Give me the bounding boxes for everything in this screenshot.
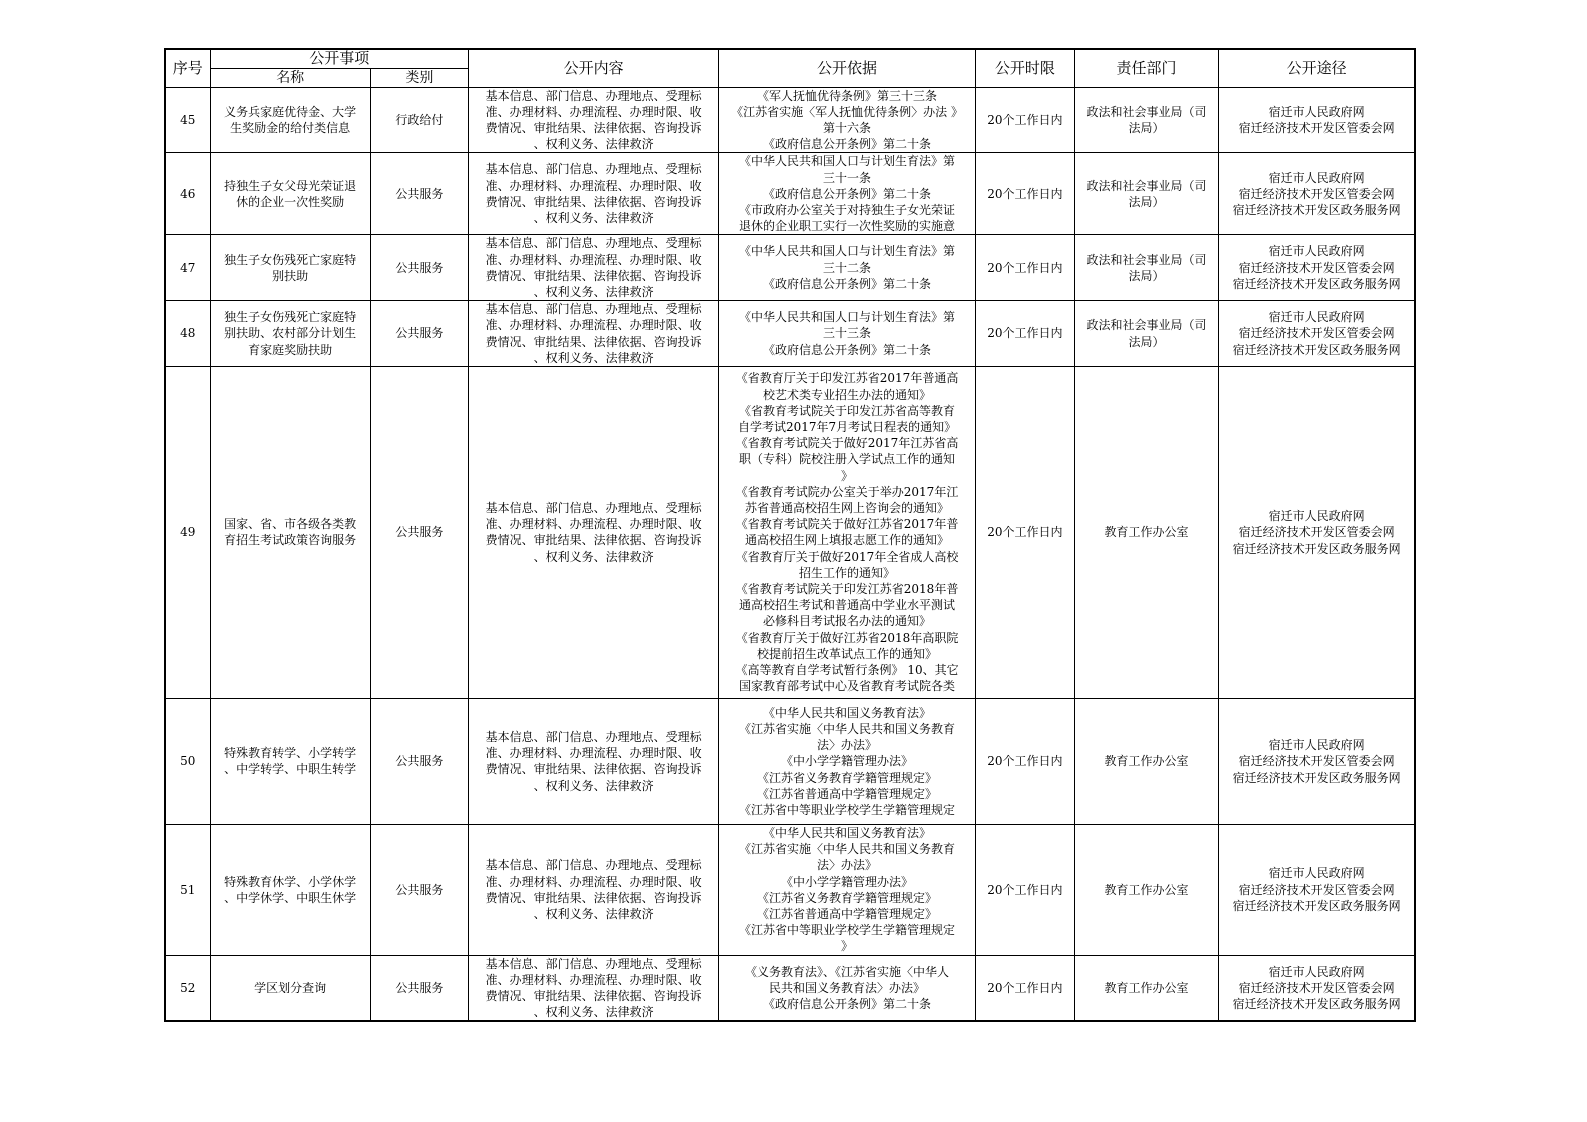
cell-line: 、中学休学、中职生休学 xyxy=(224,890,357,905)
cell-line: 准、办理材料、办理流程、办理时限、收 xyxy=(485,318,702,333)
cell-line: 通高校招生网上填报志愿工作的通知》 xyxy=(745,533,950,548)
time-limit-cell xyxy=(975,87,1074,153)
name-cell xyxy=(210,87,370,153)
cell-line: 基本信息、部门信息、办理地点、受理标 xyxy=(485,88,702,103)
channel-cell xyxy=(1219,698,1415,824)
cell-line: 《江苏省普通高中学籍管理规定》 xyxy=(757,906,938,921)
cell-line: 《政府信息公开条例》第二十条 xyxy=(763,186,932,201)
cell-line: 宿迁经济技术开发区政务服务网 xyxy=(1232,770,1401,785)
cell-line: 义务兵家庭优待金、大学 xyxy=(224,104,357,119)
cell-line: 《江苏省义务教育学籍管理规定》 xyxy=(757,770,938,785)
cell-line: 校提前招生改革试点工作的通知》 xyxy=(757,646,938,661)
cell-line: 法〉办法》 xyxy=(817,738,878,753)
channel-cell xyxy=(1219,955,1415,1021)
cell-line: 必修科目考试报名办法的通知》 xyxy=(763,614,932,629)
department-cell xyxy=(1074,366,1218,698)
cell-line: 招生工作的通知》 xyxy=(799,565,896,580)
category-cell xyxy=(370,301,468,367)
cell-line: 《中华人民共和国义务教育法》 xyxy=(763,825,932,840)
cell-line: 宿迁市人民政府网 xyxy=(1268,866,1365,881)
cell-line: 费情况、审批结果、法律依据、咨询投诉 xyxy=(485,268,702,283)
cell-line: 基本信息、部门信息、办理地点、受理标 xyxy=(485,302,702,317)
cell-line: 《省教育考试院关于印发江苏省高等教育 xyxy=(739,403,956,418)
cell-line: 、权利义务、法律救济 xyxy=(533,906,654,921)
cell-line: 《中华人民共和国义务教育法》 xyxy=(763,705,932,720)
cell-line: 法局） xyxy=(1128,334,1165,349)
cell-line: 宿迁经济技术开发区管委会网 xyxy=(1238,120,1395,135)
cell-line: 政法和社会事业局（司 xyxy=(1086,252,1207,267)
cell-text: 公共服务 xyxy=(395,980,444,995)
cell-text: 20个工作日内 xyxy=(987,754,1063,769)
channel-cell xyxy=(1219,366,1415,698)
cell-line: 、权利义务、法律救济 xyxy=(533,549,654,564)
cell-line: 法局） xyxy=(1128,268,1165,283)
cell-line: 准、办理材料、办理流程、办理时限、收 xyxy=(485,972,702,987)
cell-line: 法〉办法》 xyxy=(817,858,878,873)
cell-line: 费情况、审批结果、法律依据、咨询投诉 xyxy=(485,334,702,349)
cell-text: 51 xyxy=(180,882,196,897)
basis-cell xyxy=(719,698,975,824)
category-cell xyxy=(370,87,468,153)
seq-cell xyxy=(165,824,210,955)
name-cell xyxy=(210,955,370,1021)
cell-line: 生奖励金的给付类信息 xyxy=(230,120,351,135)
cell-line: 《政府信息公开条例》第二十条 xyxy=(763,342,932,357)
table-body xyxy=(165,87,1415,1021)
cell-line: 准、办理材料、办理流程、办理时限、收 xyxy=(485,874,702,889)
table-row xyxy=(165,235,1415,301)
cell-text: 49 xyxy=(180,525,196,540)
cell-text: 48 xyxy=(180,326,196,341)
cell-line: 宿迁市人民政府网 xyxy=(1268,170,1365,185)
cell-line: 宿迁经济技术开发区管委会网 xyxy=(1238,754,1395,769)
channel-cell xyxy=(1219,87,1415,153)
department-cell xyxy=(1074,824,1218,955)
cell-line: 宿迁市人民政府网 xyxy=(1268,310,1365,325)
cell-line: 《省教育考试院关于做好江苏省2017年普 xyxy=(735,517,959,532)
content-cell xyxy=(468,153,718,235)
cell-line: 《高等教育自学考试暂行条例》 10、其它 xyxy=(735,663,959,678)
cell-line: 、权利义务、法律救济 xyxy=(533,778,654,793)
department-cell xyxy=(1074,235,1218,301)
cell-text: 50 xyxy=(180,754,196,769)
cell-line: 民共和国义务教育法〉办法》 xyxy=(769,980,926,995)
cell-line: 宿迁经济技术开发区管委会网 xyxy=(1238,882,1395,897)
cell-line: 通高校招生考试和普通高中学业水平测试 xyxy=(739,598,956,613)
time-limit-cell xyxy=(975,698,1074,824)
cell-line: 《政府信息公开条例》第二十条 xyxy=(763,276,932,291)
cell-line: 《政府信息公开条例》第二十条 xyxy=(763,137,932,152)
cell-line: 育家庭奖励扶助 xyxy=(248,342,333,357)
category-cell xyxy=(370,235,468,301)
cell-line: 特殊教育转学、小学转学 xyxy=(224,746,357,761)
cell-line: 法局） xyxy=(1128,120,1165,135)
content-cell xyxy=(468,301,718,367)
cell-line: 《省教育厅关于做好江苏省2018年高职院 xyxy=(735,630,959,645)
cell-line: 《市政府办公室关于对持独生子女光荣证 xyxy=(739,202,956,217)
cell-text: 公共服务 xyxy=(395,754,444,769)
department-cell xyxy=(1074,153,1218,235)
basis-cell xyxy=(719,235,975,301)
cell-line: 国家教育部考试中心及省教育考试院各类 xyxy=(739,679,956,694)
cell-line: 持独生子女父母光荣证退 xyxy=(224,178,357,193)
cell-line: 职（专科）院校注册入学试点工作的通知 xyxy=(739,452,956,467)
cell-line: 宿迁市人民政府网 xyxy=(1268,738,1365,753)
cell-line: 校艺术类专业招生办法的通知》 xyxy=(763,387,932,402)
time-limit-cell xyxy=(975,153,1074,235)
cell-line: 退休的企业职工实行一次性奖励的实施意 xyxy=(739,219,956,234)
cell-line: 宿迁市人民政府网 xyxy=(1268,104,1365,119)
header-basis: 公开依据 xyxy=(719,49,975,87)
category-cell xyxy=(370,698,468,824)
content-cell xyxy=(468,366,718,698)
cell-text: 公共服务 xyxy=(395,882,444,897)
header-channel: 公开途径 xyxy=(1219,49,1415,87)
seq-cell xyxy=(165,698,210,824)
cell-line: 费情况、审批结果、法律依据、咨询投诉 xyxy=(485,533,702,548)
header-time-limit: 公开时限 xyxy=(975,49,1074,87)
content-cell xyxy=(468,87,718,153)
category-cell xyxy=(370,824,468,955)
cell-text: 公共服务 xyxy=(395,326,444,341)
cell-line: 苏省普通高校招生网上咨询会的通知》 xyxy=(745,501,950,516)
cell-line: 法局） xyxy=(1128,194,1165,209)
time-limit-cell xyxy=(975,235,1074,301)
channel-cell xyxy=(1219,301,1415,367)
content-cell xyxy=(468,235,718,301)
cell-line: 学区划分查询 xyxy=(254,980,327,995)
name-cell xyxy=(210,366,370,698)
cell-line: 准、办理材料、办理流程、办理时限、收 xyxy=(485,178,702,193)
channel-cell xyxy=(1219,153,1415,235)
seq-cell xyxy=(165,301,210,367)
table-row xyxy=(165,87,1415,153)
basis-cell xyxy=(719,366,975,698)
cell-line: 宿迁经济技术开发区管委会网 xyxy=(1238,186,1395,201)
cell-line: 基本信息、部门信息、办理地点、受理标 xyxy=(485,236,702,251)
cell-line: 宿迁经济技术开发区管委会网 xyxy=(1238,326,1395,341)
basis-cell xyxy=(719,955,975,1021)
cell-line: 》 xyxy=(841,939,854,954)
cell-line: 费情况、审批结果、法律依据、咨询投诉 xyxy=(485,890,702,905)
cell-line: 宿迁市人民政府网 xyxy=(1268,964,1365,979)
seq-cell xyxy=(165,235,210,301)
cell-line: 宿迁经济技术开发区政务服务网 xyxy=(1232,202,1401,217)
cell-text: 公共服务 xyxy=(395,525,444,540)
table-row xyxy=(165,301,1415,367)
cell-text: 20个工作日内 xyxy=(987,186,1063,201)
cell-line: 宿迁经济技术开发区管委会网 xyxy=(1238,980,1395,995)
cell-line: 《江苏省义务教育学籍管理规定》 xyxy=(757,890,938,905)
cell-text: 20个工作日内 xyxy=(987,326,1063,341)
cell-line: 、权利义务、法律救济 xyxy=(533,284,654,299)
cell-line: 《江苏省普通高中学籍管理规定》 xyxy=(757,786,938,801)
department-cell xyxy=(1074,87,1218,153)
cell-line: 宿迁市人民政府网 xyxy=(1268,509,1365,524)
basis-cell xyxy=(719,301,975,367)
category-cell xyxy=(370,366,468,698)
cell-line: 宿迁经济技术开发区政务服务网 xyxy=(1232,342,1401,357)
cell-line: 《省教育考试院关于印发江苏省2018年普 xyxy=(735,582,959,597)
header-department: 责任部门 xyxy=(1074,49,1218,87)
cell-line: 三十三条 xyxy=(823,326,872,341)
cell-line: 教育工作办公室 xyxy=(1104,525,1189,540)
cell-line: 费情况、审批结果、法律依据、咨询投诉 xyxy=(485,762,702,777)
cell-text: 46 xyxy=(180,186,196,201)
cell-line: 宿迁经济技术开发区政务服务网 xyxy=(1232,997,1401,1012)
header-category: 类别 xyxy=(370,68,468,87)
table-row xyxy=(165,153,1415,235)
cell-line: 独生子女伤残死亡家庭特 xyxy=(224,252,357,267)
seq-cell xyxy=(165,153,210,235)
name-cell xyxy=(210,698,370,824)
cell-line: 《省教育考试院关于做好2017年江苏省高 xyxy=(735,436,959,451)
content-cell xyxy=(468,955,718,1021)
cell-line: 宿迁经济技术开发区政务服务网 xyxy=(1232,541,1401,556)
cell-line: 自学考试2017年7月考试日程表的通知》 xyxy=(737,420,957,435)
cell-line: 准、办理材料、办理流程、办理时限、收 xyxy=(485,252,702,267)
cell-line: 《政府信息公开条例》第二十条 xyxy=(763,997,932,1012)
cell-line: 政法和社会事业局（司 xyxy=(1086,178,1207,193)
cell-line: 、权利义务、法律救济 xyxy=(533,137,654,152)
cell-text: 45 xyxy=(180,112,196,127)
content-cell xyxy=(468,824,718,955)
cell-line: 独生子女伤残死亡家庭特 xyxy=(224,310,357,325)
cell-line: 《江苏省中等职业学校学生学籍管理规定 xyxy=(739,923,956,938)
header-seq: 序号 xyxy=(165,49,210,87)
channel-cell xyxy=(1219,235,1415,301)
cell-line: 《江苏省实施〈军人抚恤优待条例〉办法 》 xyxy=(731,104,963,119)
cell-line: 休的企业一次性奖励 xyxy=(236,194,345,209)
seq-cell xyxy=(165,955,210,1021)
cell-text: 20个工作日内 xyxy=(987,112,1063,127)
cell-line: 准、办理材料、办理流程、办理时限、收 xyxy=(485,746,702,761)
cell-line: 三十二条 xyxy=(823,260,872,275)
cell-line: 特殊教育休学、小学休学 xyxy=(224,874,357,889)
cell-line: 政法和社会事业局（司 xyxy=(1086,318,1207,333)
cell-line: 宿迁经济技术开发区管委会网 xyxy=(1238,260,1395,275)
cell-text: 公共服务 xyxy=(395,186,444,201)
cell-line: 教育工作办公室 xyxy=(1104,980,1189,995)
cell-line: 宿迁经济技术开发区政务服务网 xyxy=(1232,898,1401,913)
cell-line: 基本信息、部门信息、办理地点、受理标 xyxy=(485,501,702,516)
category-cell xyxy=(370,153,468,235)
header-name: 名称 xyxy=(210,68,370,87)
cell-text: 20个工作日内 xyxy=(987,980,1063,995)
cell-line: 《江苏省实施〈中华人民共和国义务教育 xyxy=(739,721,956,736)
cell-line: 基本信息、部门信息、办理地点、受理标 xyxy=(485,162,702,177)
cell-line: 《中华人民共和国人口与计划生育法》第 xyxy=(739,154,956,169)
cell-line: 别扶助、农村部分计划生 xyxy=(224,326,357,341)
cell-line: 第十六条 xyxy=(823,120,872,135)
cell-line: 宿迁经济技术开发区管委会网 xyxy=(1238,525,1395,540)
cell-line: 《江苏省中等职业学校学生学籍管理规定 xyxy=(739,802,956,817)
cell-text: 行政给付 xyxy=(395,112,444,127)
cell-line: 别扶助 xyxy=(272,268,309,283)
table-row xyxy=(165,698,1415,824)
cell-line: 宿迁市人民政府网 xyxy=(1268,244,1365,259)
name-cell xyxy=(210,235,370,301)
cell-text: 52 xyxy=(180,980,196,995)
cell-line: 费情况、审批结果、法律依据、咨询投诉 xyxy=(485,120,702,135)
cell-line: 政法和社会事业局（司 xyxy=(1086,104,1207,119)
cell-line: 育招生考试政策咨询服务 xyxy=(224,533,357,548)
cell-line: 《省教育考试院办公室关于举办2017年江 xyxy=(735,484,959,499)
basis-cell xyxy=(719,824,975,955)
department-cell xyxy=(1074,955,1218,1021)
department-cell xyxy=(1074,698,1218,824)
name-cell xyxy=(210,824,370,955)
time-limit-cell xyxy=(975,301,1074,367)
cell-line: 基本信息、部门信息、办理地点、受理标 xyxy=(485,956,702,971)
cell-line: 《中小学学籍管理办法》 xyxy=(781,874,914,889)
cell-line: 》 xyxy=(841,468,854,483)
disclosure-table xyxy=(164,48,1416,1022)
cell-line: 教育工作办公室 xyxy=(1104,754,1189,769)
cell-line: 、中学转学、中职生转学 xyxy=(224,762,357,777)
channel-cell xyxy=(1219,824,1415,955)
cell-line: 费情况、审批结果、法律依据、咨询投诉 xyxy=(485,194,702,209)
table-row xyxy=(165,824,1415,955)
cell-line: 《省教育厅关于做好2017年全省成人高校 xyxy=(735,549,959,564)
time-limit-cell xyxy=(975,824,1074,955)
cell-text: 20个工作日内 xyxy=(987,882,1063,897)
cell-line: 《中华人民共和国人口与计划生育法》第 xyxy=(739,310,956,325)
cell-line: 国家、省、市各级各类教 xyxy=(224,517,357,532)
cell-line: 三十一条 xyxy=(823,170,872,185)
cell-line: 费情况、审批结果、法律依据、咨询投诉 xyxy=(485,988,702,1003)
cell-line: 、权利义务、法律救济 xyxy=(533,1005,654,1020)
category-cell xyxy=(370,955,468,1021)
department-cell xyxy=(1074,301,1218,367)
cell-line: 《中华人民共和国人口与计划生育法》第 xyxy=(739,244,956,259)
cell-line: 、权利义务、法律救济 xyxy=(533,211,654,226)
cell-line: 《省教育厅关于印发江苏省2017年普通高 xyxy=(735,371,959,386)
cell-line: 、权利义务、法律救济 xyxy=(533,350,654,365)
content-cell xyxy=(468,698,718,824)
header-disclosure-item: 公开事项 xyxy=(210,49,468,68)
cell-line: 《江苏省实施〈中华人民共和国义务教育 xyxy=(739,842,956,857)
header-content: 公开内容 xyxy=(468,49,718,87)
cell-line: 基本信息、部门信息、办理地点、受理标 xyxy=(485,730,702,745)
cell-line: 准、办理材料、办理流程、办理时限、收 xyxy=(485,517,702,532)
seq-cell xyxy=(165,366,210,698)
time-limit-cell xyxy=(975,366,1074,698)
name-cell xyxy=(210,301,370,367)
cell-line: 宿迁经济技术开发区政务服务网 xyxy=(1232,276,1401,291)
basis-cell xyxy=(719,153,975,235)
seq-cell xyxy=(165,87,210,153)
cell-line: 教育工作办公室 xyxy=(1104,882,1189,897)
cell-line: 《义务教育法》、《江苏省实施〈中华人 xyxy=(745,964,950,979)
cell-line: 《中小学学籍管理办法》 xyxy=(781,754,914,769)
cell-text: 20个工作日内 xyxy=(987,260,1063,275)
name-cell xyxy=(210,153,370,235)
cell-line: 《军人抚恤优待条例》第三十三条 xyxy=(757,88,938,103)
basis-cell xyxy=(719,87,975,153)
time-limit-cell xyxy=(975,955,1074,1021)
cell-text: 公共服务 xyxy=(395,260,444,275)
cell-line: 准、办理材料、办理流程、办理时限、收 xyxy=(485,104,702,119)
cell-text: 20个工作日内 xyxy=(987,525,1063,540)
table-row xyxy=(165,955,1415,1021)
table-row xyxy=(165,366,1415,698)
cell-line: 基本信息、部门信息、办理地点、受理标 xyxy=(485,858,702,873)
cell-text: 47 xyxy=(180,260,196,275)
